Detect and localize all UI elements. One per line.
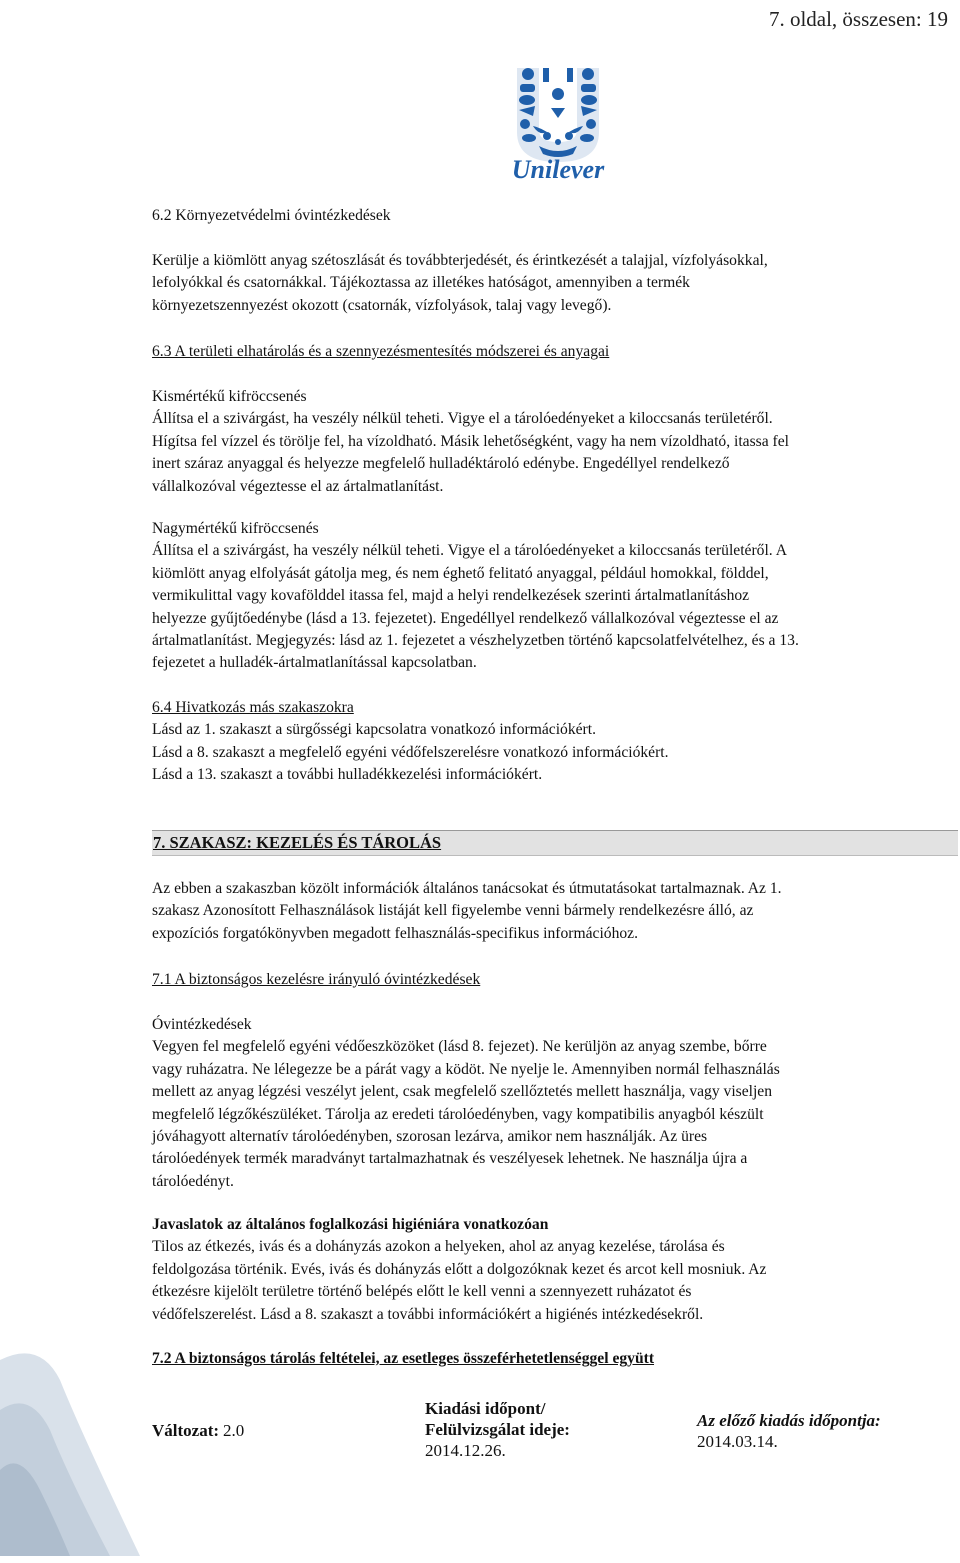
small-spill-block — [152, 386, 950, 498]
previous-issue-label: Az előző kiadás időpontja: — [697, 1411, 881, 1430]
section-7-1 — [152, 969, 950, 991]
hygiene-block — [152, 1214, 950, 1326]
page-number: 7. oldal, összesen: 19 — [768, 7, 948, 31]
text-line: Lásd az 1. szakaszt a sürgősségi kapcsolatra vonatkozó információkért. — [152, 721, 596, 739]
text-line: Állítsa el a szivárgást, ha veszély nélkül teheti. Vigye el a tárolóedényeket a kiloccsanás területéről. — [152, 410, 773, 428]
text-line: mellett az anyag légzési veszélyt jelent, csak megfelelő szellőztetés mellett használja, vagy viseljen — [152, 1083, 773, 1101]
text-line: megfelelő légzőkészüléket. Tárolja az eredeti tárolóedényben, vagy kompatibilis anyagból készült — [152, 1105, 764, 1123]
text-line: Kerülje a kiömlött anyag szétoszlását és továbbterjedését, és érintkezését a talajjal, vízfolyásokkal, — [152, 252, 768, 269]
section-7-intro — [152, 878, 950, 945]
text-line: jóváhagyott alternatív tárolóedényben, szorosan lezárva, amikor nem használják. Az üres — [152, 1128, 708, 1146]
footer-issue-date — [425, 1398, 570, 1461]
section-7-header — [152, 830, 958, 856]
hygiene-title: Javaslatok az általános foglalkozási higiéniára vonatkozóan — [152, 1216, 549, 1233]
text-line: étkezésre kijelölt területre történő belépés előtt le kell venni a szennyezett ruházatot és — [152, 1283, 692, 1301]
version-value: 2.0 — [222, 1421, 245, 1440]
heading-7-1: 7.1 A biztonságos kezelésre irányuló óvintézkedések — [152, 971, 481, 988]
text-line: Állítsa el a szivárgást, ha veszély nélkül teheti. Vigye el a tárolóedényeket a kiloccsanás területéről. A — [152, 542, 788, 560]
large-spill-title: Nagymértékű kifröccsenés — [152, 520, 319, 537]
text-line: szakasz Azonosított Felhasználások listáját kell figyelembe venni bármely rendelkezésre álló, az — [152, 902, 754, 920]
text-line: inert száraz anyaggal és helyezze megfelelő hulladéktároló edénybe. Engedéllyel rendelkező — [152, 455, 730, 473]
footer-version — [152, 1420, 244, 1443]
unilever-logo — [503, 64, 613, 184]
text-line: Az ebben a szakaszban közölt információk általános tanácsokat és útmutatásokat tartalmaznak. Az 1. — [152, 880, 782, 897]
text-line: Vegyen fel megfelelő egyéni védőeszközöket (lásd 8. fejezet). Ne kerüljön az anyag szembe, bőrre — [152, 1038, 767, 1056]
text-line: ártalmatlanítást. Megjegyzés: lásd az 1. fejezetet a vészhelyzetben történő kapcsolatfelvételhez, és a 13. — [152, 632, 799, 650]
heading-6-2: 6.2 Környezetvédelmi óvintézkedések — [152, 207, 391, 224]
section-7-2 — [152, 1348, 950, 1370]
unilever-wordmark: Unilever — [511, 155, 605, 184]
small-spill-title: Kismértékű kifröccsenés — [152, 388, 307, 405]
decorative-corner-graphic — [0, 1320, 140, 1556]
issue-date-value: 2014.12.26. — [425, 1441, 506, 1460]
text-line: vagy ruházatra. Ne lélegezze be a párát vagy a ködöt. Ne nyelje le. Amennyiben normál felhasználás — [152, 1060, 780, 1078]
text-line: védőfelszerelést. Lásd a 8. szakaszt a további információkért a higiénés intézkedésekről. — [152, 1305, 704, 1323]
text-line: lefolyókkal és csatornákkal. Tájékoztassa az illetékes hatóságot, amennyiben a termék — [152, 274, 690, 292]
text-line: vállalkozóval végeztesse el az ártalmatlanítást. — [152, 477, 444, 495]
text-line: helyezze gyűjtőedénybe (lásd a 13. fejezetet). Engedéllyel rendelkező vállalkozóval végeztesse el az — [152, 609, 779, 627]
text-line: kiömlött anyag elfolyását gátolja meg, és nem éghető felitató anyaggal, például homokkal, földdel, — [152, 564, 769, 582]
text-line: vermikulittal vagy kovafölddel itassa fel, majd a helyi rendelkezések szerinti ártalmatlanításhoz — [152, 587, 750, 605]
issue-label-2: Felülvizsgálat ideje: — [425, 1420, 570, 1439]
section-6-2-body — [152, 250, 950, 317]
text-line: tárolóedények termék maradványt tartalmazhatnak és veszélyesek lehetnek. Ne használja újra a — [152, 1150, 748, 1168]
section-6-2 — [152, 205, 950, 227]
previous-issue-value: 2014.03.14. — [697, 1432, 778, 1451]
precautions-title: Óvintézkedések — [152, 1016, 252, 1033]
text-line: fejezetet a hulladék-ártalmatlanítással kapcsolatban. — [152, 654, 477, 672]
version-label: Változat: — [152, 1421, 220, 1440]
issue-label-1: Kiadási időpont/ — [425, 1399, 546, 1418]
heading-6-3: 6.3 A területi elhatárolás és a szennyezésmentesítés módszerei és anyagai — [152, 343, 610, 360]
large-spill-block — [152, 518, 950, 675]
text-line: Lásd a 13. szakaszt a további hulladékkezelési információkért. — [152, 766, 543, 784]
text-line: feldolgozása történik. Evés, ivás és dohányzás előtt a dolgozóknak kezet és arcot kell mosniuk. Az — [152, 1260, 767, 1278]
text-line: Tilos az étkezés, ivás és a dohányzás azokon a helyeken, ahol az anyag kezelése, tárolása és — [152, 1238, 725, 1256]
section-6-4 — [152, 697, 950, 787]
precautions-block — [152, 1014, 950, 1193]
section-6-3 — [152, 341, 950, 363]
heading-6-4: 6.4 Hivatkozás más szakaszokra — [152, 699, 354, 716]
heading-7-2: 7.2 A biztonságos tárolás feltételei, az esetleges összeférhetetlenséggel együtt — [152, 1350, 655, 1367]
text-line: expozíciós forgatókönyvben megadott felhasználás-specifikus információhoz. — [152, 924, 638, 942]
section-7-title: 7. SZAKASZ: KEZELÉS ÉS TÁROLÁS — [153, 833, 442, 852]
text-line: Lásd a 8. szakaszt a megfelelő egyéni védőfelszerelésre vonatkozó információkért. — [152, 743, 669, 761]
text-line: tárolóedényt. — [152, 1172, 234, 1190]
text-line: Hígítsa fel vízzel és törölje fel, ha vízoldható. Másik lehetőségként, vagy ha nem vízoldható, itassa fel — [152, 432, 789, 450]
footer-previous-date — [697, 1410, 881, 1452]
text-line: környezetszennyezést okozott (csatornák, vízfolyások, talaj vagy levegő). — [152, 296, 612, 314]
